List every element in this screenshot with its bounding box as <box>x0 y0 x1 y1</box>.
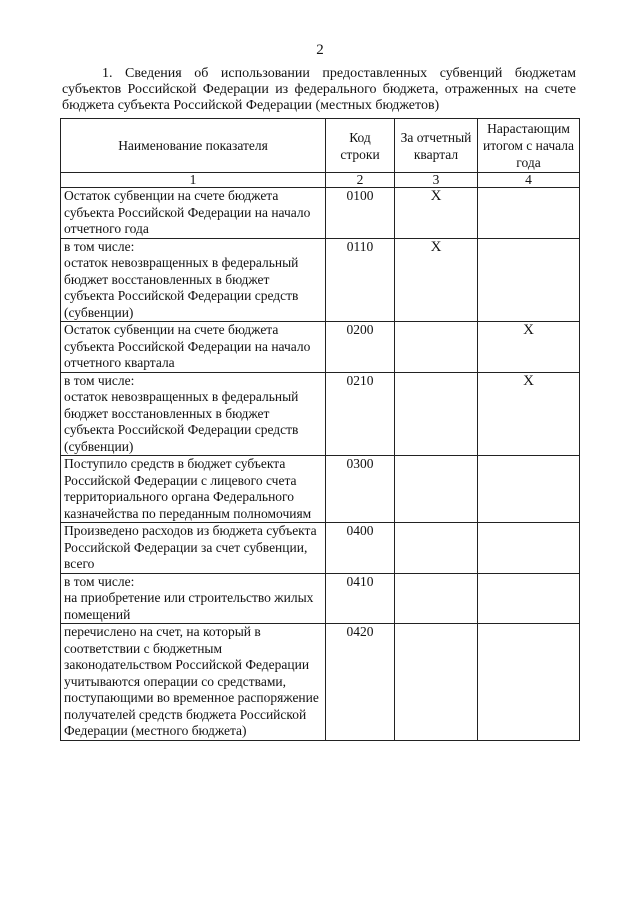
table-row <box>61 238 580 322</box>
indicator-name-cell: Остаток субвенции на счете бюджета субъекта Российской Федерации на начало отчетного квартала <box>61 322 326 373</box>
row-code-cell: 0200 <box>326 322 395 373</box>
table-row <box>61 523 580 574</box>
table-body <box>61 188 580 741</box>
cumulative-total-cell: X <box>478 322 580 373</box>
row-code-cell: 0210 <box>326 372 395 456</box>
cumulative-total-cell <box>478 238 580 322</box>
page-number: 2 <box>316 42 324 58</box>
indicator-name-cell: Поступило средств в бюджет субъекта Российской Федерации с лицевого счета территориального органа Федерального казначейства по переданным полномочиям <box>61 456 326 523</box>
header-reporting-quarter: За отчетный квартал <box>395 119 478 173</box>
reporting-quarter-cell: X <box>395 188 478 239</box>
table-header-row <box>61 119 580 173</box>
table-row <box>61 456 580 523</box>
column-number: 4 <box>478 173 580 188</box>
indicator-name-cell: в том числе: остаток невозвращенных в федеральный бюджет восстановленных в бюджет субъекта Российской Федерации средств (субвенции) <box>61 238 326 322</box>
column-number: 2 <box>326 173 395 188</box>
reporting-quarter-cell <box>395 523 478 574</box>
cumulative-total-cell <box>478 573 580 624</box>
column-number: 3 <box>395 173 478 188</box>
cumulative-total-cell <box>478 456 580 523</box>
row-code-cell: 0400 <box>326 523 395 574</box>
cumulative-total-cell <box>478 188 580 239</box>
indicator-name-cell: перечислено на счет, на который в соответствии с бюджетным законодательством Российской Федерации учитываются операции со средствами, поступающими во временное распоряжение получателей средств бюджета Российской Федерации (местного бюджета) <box>61 624 326 741</box>
table-row <box>61 372 580 456</box>
reporting-quarter-cell <box>395 624 478 741</box>
reporting-quarter-cell <box>395 372 478 456</box>
table-row <box>61 188 580 239</box>
row-code-cell: 0410 <box>326 573 395 624</box>
column-number: 1 <box>61 173 326 188</box>
reporting-quarter-cell <box>395 573 478 624</box>
reporting-quarter-cell <box>395 456 478 523</box>
cumulative-total-cell <box>478 624 580 741</box>
cumulative-total-cell <box>478 523 580 574</box>
row-code-cell: 0100 <box>326 188 395 239</box>
header-indicator-name: Наименование показателя <box>61 119 326 173</box>
section-intro-text: 1. Сведения об использовании предоставленных субвенций бюджетам субъектов Российской Федерации из федерального бюджета, отраженных на счете бюджета субъекта Российской Федерации (местных бюджетов) <box>62 66 576 113</box>
table-row <box>61 573 580 624</box>
indicator-name-cell: Остаток субвенции на счете бюджета субъекта Российской Федерации на начало отчетного года <box>61 188 326 239</box>
indicator-name-cell: в том числе: на приобретение или строительство жилых помещений <box>61 573 326 624</box>
indicator-name-cell: в том числе: остаток невозвращенных в федеральный бюджет восстановленных в бюджет субъекта Российской Федерации средств (субвенции) <box>61 372 326 456</box>
row-code-cell: 0420 <box>326 624 395 741</box>
subvention-report-table <box>60 118 580 741</box>
cumulative-total-cell: X <box>478 372 580 456</box>
row-code-cell: 0110 <box>326 238 395 322</box>
header-cumulative-total: Нарастающим итогом с начала года <box>478 119 580 173</box>
row-code-cell: 0300 <box>326 456 395 523</box>
table-row <box>61 624 580 741</box>
reporting-quarter-cell: X <box>395 238 478 322</box>
header-row-code: Код строки <box>326 119 395 173</box>
table-row <box>61 322 580 373</box>
column-numbers-row <box>61 173 580 188</box>
indicator-name-cell: Произведено расходов из бюджета субъекта Российской Федерации за счет субвенции, всего <box>61 523 326 574</box>
reporting-quarter-cell <box>395 322 478 373</box>
